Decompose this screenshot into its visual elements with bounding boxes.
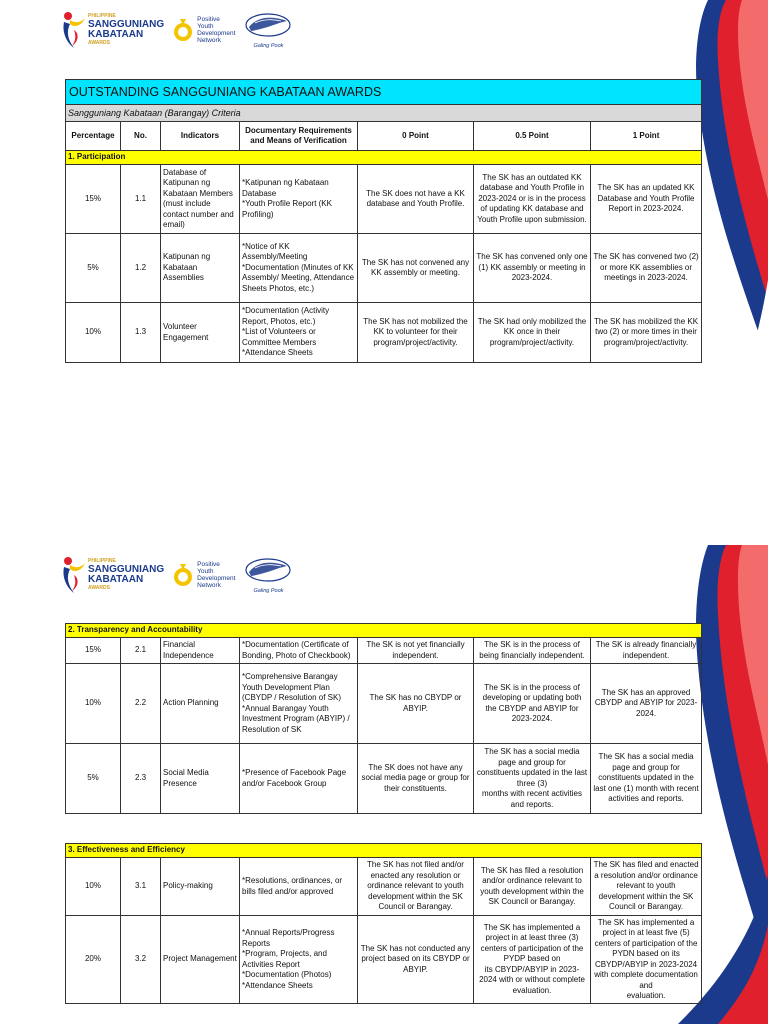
half-point-criteria-cell: The SK has an outdated KK database and Youth Profile in 2023-2024 or is in the process of updating KK database and Youth Profile upon submission. bbox=[474, 165, 591, 234]
zero-point-criteria-cell: The SK does not have a KK database and Youth Profile. bbox=[358, 165, 474, 234]
half-point-criteria-cell: The SK has implemented a project in at least three (3) centers of participation of the PYDP based on its CBYDP/ABYIP in 2023-2024 with or without complete evaluation. bbox=[474, 916, 591, 1004]
indicator-name-cell: Social Media Presence bbox=[161, 744, 240, 814]
header-indicators: Indicators bbox=[161, 122, 240, 151]
indicator-number-cell: 1.1 bbox=[121, 165, 161, 234]
zero-point-criteria-cell: The SK has not mobilized the KK to volunteer for their program/project/activity. bbox=[358, 303, 474, 363]
zero-point-criteria-cell: The SK is not yet financially independent. bbox=[358, 638, 474, 664]
header-logos bbox=[60, 553, 293, 597]
percentage-cell: 10% bbox=[66, 858, 121, 916]
psk-awards-logo bbox=[60, 555, 164, 595]
half-point-criteria-cell: The SK has a social media page and group for constituents updated in the last three (3) months with recent activities and reports. bbox=[474, 744, 591, 814]
criteria-row bbox=[66, 744, 702, 814]
galing-pook-icon bbox=[243, 556, 293, 588]
header-1-point: 1 Point bbox=[591, 122, 702, 151]
zero-point-criteria-cell: The SK has no CBYDP or ABYIP. bbox=[358, 664, 474, 744]
psk-awards-logo bbox=[60, 10, 164, 50]
one-point-criteria-cell: The SK has convened two (2) or more KK assemblies or meetings in 2023-2024. bbox=[591, 234, 702, 303]
documentary-requirements-cell: *Notice of KK Assembly/Meeting *Documentation (Minutes of KK Assembly/ Meeting, Attendance Sheets Photos, etc.) bbox=[240, 234, 358, 303]
criteria-row bbox=[66, 858, 702, 916]
indicator-number-cell: 3.2 bbox=[121, 916, 161, 1004]
indicator-name-cell: Project Management bbox=[161, 916, 240, 1004]
psk-line2: SANGGUNIANG bbox=[88, 564, 165, 575]
criteria-row bbox=[66, 303, 702, 363]
zero-point-criteria-cell: The SK has not conducted any project based on its CBYDP or ABYIP. bbox=[358, 916, 474, 1004]
criteria-row bbox=[66, 165, 702, 234]
pydn-line1: Positive bbox=[197, 561, 220, 568]
documentary-requirements-cell: *Katipunan ng Kabataan Database *Youth Profile Report (KK Profiling) bbox=[240, 165, 358, 234]
galing-pook-icon bbox=[243, 11, 293, 43]
psk-line4: AWARDS bbox=[88, 585, 110, 591]
indicator-number-cell: 2.1 bbox=[121, 638, 161, 664]
header-05-point: 0.5 Point bbox=[474, 122, 591, 151]
half-point-criteria-cell: The SK is in the process of being financially independent. bbox=[474, 638, 591, 664]
criteria-table-page1 bbox=[65, 79, 702, 363]
psk-line2: SANGGUNIANG bbox=[88, 19, 165, 30]
documentary-requirements-cell: *Comprehensive Barangay Youth Development Plan (CBYDP / Resolution of SK) *Annual Barangay Youth Investment Program (ABYIP) / Resolution of SK bbox=[240, 664, 358, 744]
indicator-number-cell: 3.1 bbox=[121, 858, 161, 916]
percentage-cell: 5% bbox=[66, 234, 121, 303]
pydn-line3: Development bbox=[197, 575, 236, 582]
indicator-name-cell: Financial Independence bbox=[161, 638, 240, 664]
section-transparency: 2. Transparency and Accountability bbox=[66, 624, 702, 638]
documentary-requirements-cell: *Documentation (Certificate of Bonding, Photo of Checkbook) bbox=[240, 638, 358, 664]
percentage-cell: 15% bbox=[66, 638, 121, 664]
galing-pook-text: Galing Pook bbox=[253, 588, 284, 594]
one-point-criteria-cell: The SK has implemented a project in at least five (5) centers of participation of the PYDN based on its CBYDP/ABYIP in 2023-2024 with complete documentation and evaluation. bbox=[591, 916, 702, 1004]
indicator-number-cell: 1.3 bbox=[121, 303, 161, 363]
indicator-number-cell: 2.2 bbox=[121, 664, 161, 744]
section-effectiveness: 3. Effectiveness and Efficiency bbox=[66, 844, 702, 858]
pydn-line2: Youth bbox=[197, 23, 214, 30]
indicator-number-cell: 1.2 bbox=[121, 234, 161, 303]
documentary-requirements-cell: *Resolutions, ordinances, or bills filed and/or approved bbox=[240, 858, 358, 916]
documentary-requirements-cell: *Documentation (Activity Report, Photos, etc.) *List of Volunteers or Committee Members *Attendance Sheets bbox=[240, 303, 358, 363]
percentage-cell: 15% bbox=[66, 165, 121, 234]
zero-point-criteria-cell: The SK does not have any social media page or group for their constituents. bbox=[358, 744, 474, 814]
psk-line3: KABATAAN bbox=[88, 574, 144, 585]
psk-awards-icon bbox=[60, 555, 86, 595]
pydn-line2: Youth bbox=[197, 568, 214, 575]
zero-point-criteria-cell: The SK has not convened any KK assembly or meeting. bbox=[358, 234, 474, 303]
criteria-row bbox=[66, 638, 702, 664]
criteria-table-section2 bbox=[65, 623, 702, 814]
pydn-logo bbox=[172, 561, 235, 589]
psk-line4: AWARDS bbox=[88, 40, 110, 46]
galing-pook-text: Galing Pook bbox=[253, 43, 284, 49]
pydn-icon bbox=[172, 17, 194, 43]
psk-line1: PHILIPPINE bbox=[88, 557, 116, 564]
header-percentage: Percentage bbox=[66, 122, 121, 151]
indicator-name-cell: Volunteer Engagement bbox=[161, 303, 240, 363]
half-point-criteria-cell: The SK has convened only one (1) KK assembly or meeting in 2023-2024. bbox=[474, 234, 591, 303]
pydn-line4: Network bbox=[197, 37, 221, 44]
percentage-cell: 20% bbox=[66, 916, 121, 1004]
criteria-row bbox=[66, 664, 702, 744]
table-subtitle: Sangguniang Kabataan (Barangay) Criteria bbox=[66, 105, 702, 122]
one-point-criteria-cell: The SK has mobilized the KK two (2) or more times in their program/project/activity. bbox=[591, 303, 702, 363]
pydn-line3: Development bbox=[197, 30, 236, 37]
criteria-table-section3 bbox=[65, 843, 702, 1004]
half-point-criteria-cell: The SK has filed a resolution and/or ordinance relevant to youth development within the SK Council or Barangay. bbox=[474, 858, 591, 916]
pydn-line4: Network bbox=[197, 582, 221, 589]
document-page-2 bbox=[0, 545, 768, 1024]
percentage-cell: 10% bbox=[66, 303, 121, 363]
one-point-criteria-cell: The SK has filed and enacted a resolution and/or ordinance relevant to youth development within the SK Council or Barangay. bbox=[591, 858, 702, 916]
percentage-cell: 5% bbox=[66, 744, 121, 814]
section-participation: 1. Participation bbox=[66, 151, 702, 165]
pydn-logo bbox=[172, 16, 235, 44]
one-point-criteria-cell: The SK has a social media page and group for constituents updated in the last one (1) month with recent activities and reports. bbox=[591, 744, 702, 814]
indicator-name-cell: Action Planning bbox=[161, 664, 240, 744]
pydn-icon bbox=[172, 562, 194, 588]
half-point-criteria-cell: The SK is in the process of developing or updating both the CBYDP and ABYIP for 2023-2024. bbox=[474, 664, 591, 744]
indicator-name-cell: Katipunan ng Kabataan Assemblies bbox=[161, 234, 240, 303]
documentary-requirements-cell: *Presence of Facebook Page and/or Facebook Group bbox=[240, 744, 358, 814]
psk-line1: PHILIPPINE bbox=[88, 12, 116, 19]
one-point-criteria-cell: The SK has an updated KK Database and Youth Profile Report in 2023-2024. bbox=[591, 165, 702, 234]
psk-line3: KABATAAN bbox=[88, 29, 144, 40]
half-point-criteria-cell: The SK had only mobilized the KK once in their program/project/activity. bbox=[474, 303, 591, 363]
header-0-point: 0 Point bbox=[358, 122, 474, 151]
documentary-requirements-cell: *Annual Reports/Progress Reports *Program, Projects, and Activities Report *Documentation (Photos) *Attendance Sheets bbox=[240, 916, 358, 1004]
criteria-row bbox=[66, 234, 702, 303]
pydn-line1: Positive bbox=[197, 16, 220, 23]
galing-pook-logo bbox=[243, 556, 293, 594]
indicator-name-cell: Policy-making bbox=[161, 858, 240, 916]
criteria-row bbox=[66, 916, 702, 1004]
indicator-number-cell: 2.3 bbox=[121, 744, 161, 814]
one-point-criteria-cell: The SK is already financially independent. bbox=[591, 638, 702, 664]
one-point-criteria-cell: The SK has an approved CBYDP and ABYIP for 2023-2024. bbox=[591, 664, 702, 744]
header-docs: Documentary Requirements and Means of Verification bbox=[240, 122, 358, 151]
psk-awards-icon bbox=[60, 10, 86, 50]
zero-point-criteria-cell: The SK has not filed and/or enacted any resolution or ordinance relevant to youth development within the SK Council or Barangay. bbox=[358, 858, 474, 916]
table-title: OUTSTANDING SANGGUNIANG KABATAAN AWARDS bbox=[66, 80, 702, 105]
percentage-cell: 10% bbox=[66, 664, 121, 744]
galing-pook-logo bbox=[243, 11, 293, 49]
header-no: No. bbox=[121, 122, 161, 151]
indicator-name-cell: Database of Katipunan ng Kabataan Members (must include contact number and email) bbox=[161, 165, 240, 234]
page-gap bbox=[0, 520, 768, 545]
header-logos bbox=[60, 8, 293, 52]
